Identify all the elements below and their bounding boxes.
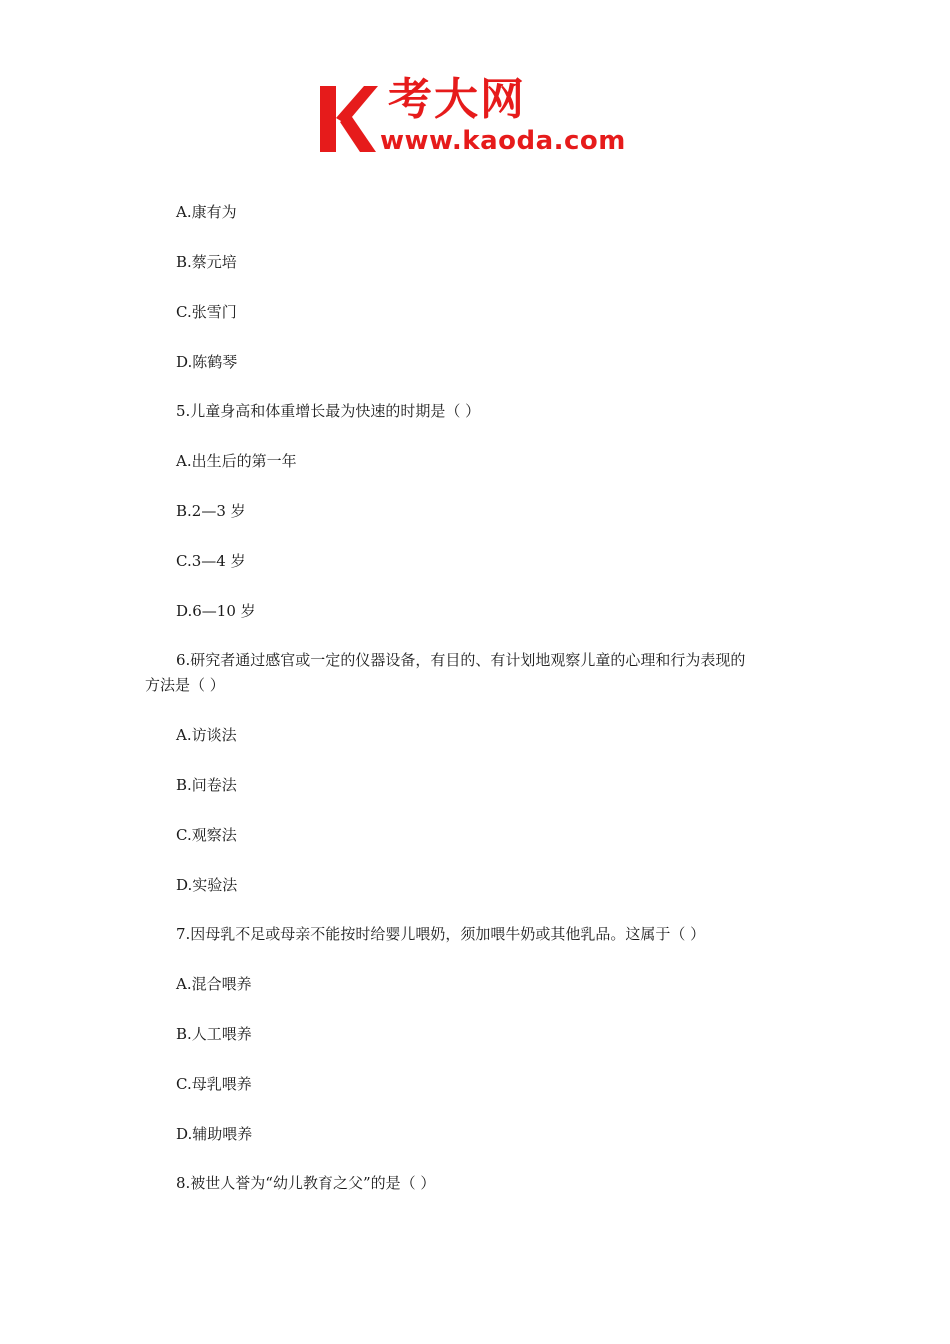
option-line: C.3—4 岁 <box>176 552 246 570</box>
site-logo <box>318 74 640 162</box>
option-line: D.6—10 岁 <box>176 602 256 620</box>
option-line: D.陈鹤琴 <box>176 353 238 371</box>
question-7: 7.因母乳不足或母亲不能按时给婴儿喂奶，须加喂牛奶或其他乳品。这属于（ ） <box>176 925 706 943</box>
logo-chinese-name: 考大网 <box>388 74 526 125</box>
question-6-continued: 方法是（ ） <box>145 676 225 694</box>
question-8: 8.被世人誉为“幼儿教育之父”的是（ ） <box>176 1174 436 1192</box>
option-line: C.张雪门 <box>176 303 237 321</box>
question-6: 6.研究者通过感官或一定的仪器设备，有目的、有计划地观察儿童的心理和行为表现的 <box>176 651 746 669</box>
option-line: B.人工喂养 <box>176 1025 252 1043</box>
option-line: A.出生后的第一年 <box>176 452 297 470</box>
question-5: 5.儿童身高和体重增长最为快速的时期是（ ） <box>176 402 481 420</box>
option-line: D.实验法 <box>176 876 238 894</box>
logo-url: www.kaoda.com <box>380 126 626 156</box>
option-line: A.康有为 <box>176 203 237 221</box>
option-line: C.观察法 <box>176 826 237 844</box>
option-line: B.蔡元培 <box>176 253 237 271</box>
option-line: B.问卷法 <box>176 776 237 794</box>
option-line: A.访谈法 <box>176 726 237 744</box>
option-line: B.2—3 岁 <box>176 502 246 520</box>
option-line: A.混合喂养 <box>176 975 252 993</box>
k-logo-icon <box>318 84 380 154</box>
option-line: D.辅助喂养 <box>176 1125 253 1143</box>
option-line: C.母乳喂养 <box>176 1075 252 1093</box>
